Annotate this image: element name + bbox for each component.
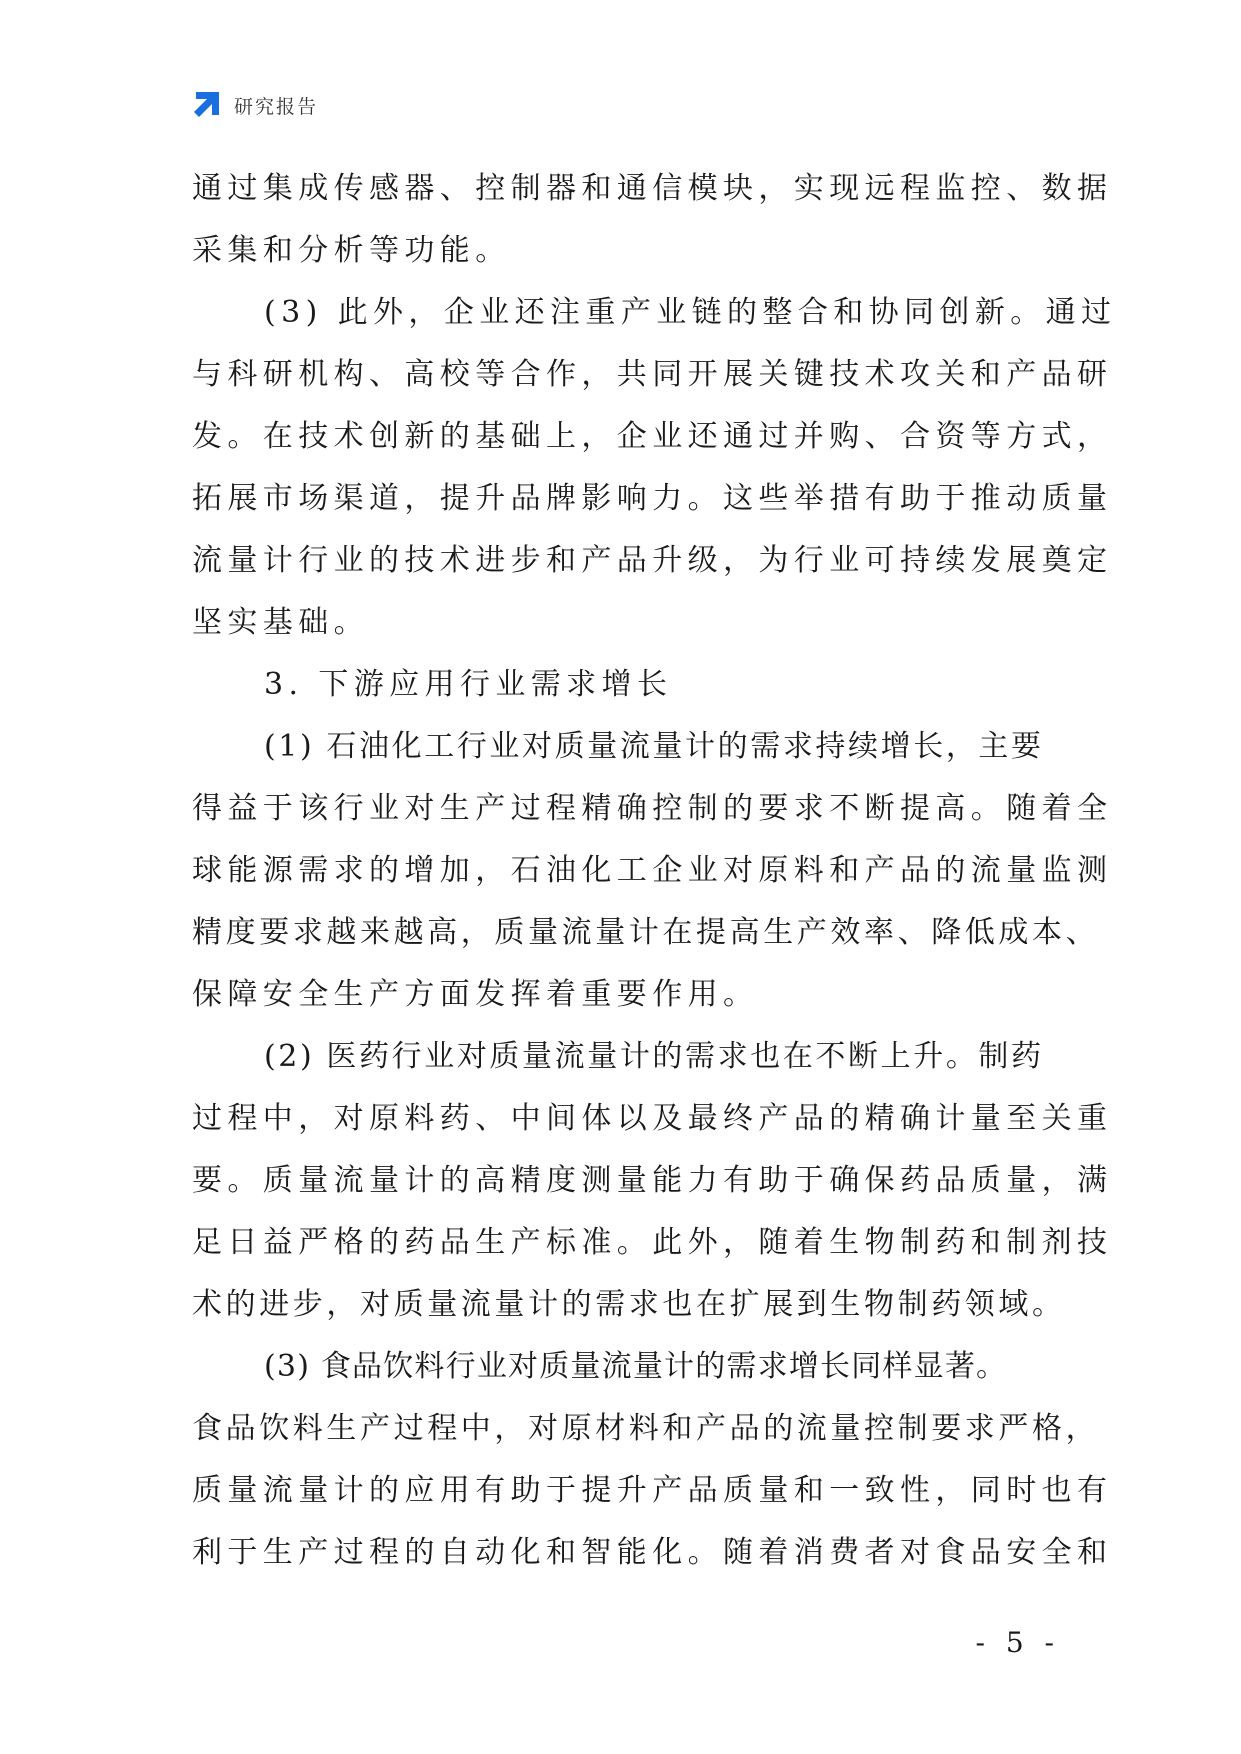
body-line: (1) 石油化工行业对质量流量计的需求持续增长，主要 xyxy=(264,729,1044,764)
body-line: 过程中，对原料药、中间体以及最终产品的精确计量至关重 xyxy=(192,1101,1113,1136)
body-line: 拓展市场渠道，提升品牌影响力。这些举措有助于推动质量 xyxy=(192,481,1113,516)
body-line: 球能源需求的增加，石油化工企业对原料和产品的流量监测 xyxy=(192,853,1113,888)
body-line: (3) 食品饮料行业对质量流量计的需求增长同样显著。 xyxy=(264,1349,1008,1384)
body-line: 精度要求越来越高，质量流量计在提高生产效率、降低成本、 xyxy=(192,915,1100,950)
body-line: 食品饮料生产过程中，对原材料和产品的流量控制要求严格， xyxy=(192,1411,1100,1446)
report-header xyxy=(190,88,318,122)
body-line: 采集和分析等功能。 xyxy=(192,233,511,268)
body-line: 质量流量计的应用有助于提升产品质量和一致性，同时也有 xyxy=(192,1473,1113,1508)
body-line: 利于生产过程的自动化和智能化。随着消费者对食品安全和 xyxy=(192,1535,1113,1570)
body-line: 术的进步，对质量流量计的需求也在扩展到生物制药领域。 xyxy=(192,1287,1066,1322)
header-title: 研究报告 xyxy=(234,95,319,118)
body-line: 发。在技术创新的基础上，企业还通过并购、合资等方式， xyxy=(192,419,1113,454)
body-line: 足日益严格的药品生产标准。此外，随着生物制药和制剂技 xyxy=(192,1225,1113,1260)
body-line: (3) 此外，企业还注重产业链的整合和协同创新。通过 xyxy=(264,295,1117,330)
body-line: 坚实基础。 xyxy=(192,605,369,640)
body-line: 保障安全生产方面发挥着重要作用。 xyxy=(192,977,759,1012)
section-heading: 3. 下游应用行业需求增长 xyxy=(264,667,673,702)
arrow-up-right-logo-icon xyxy=(190,89,222,121)
body-line: 与科研机构、高校等合作，共同开展关键技术攻关和产品研 xyxy=(192,357,1113,392)
page-number: - 5 - xyxy=(975,1626,1060,1659)
body-line: 通过集成传感器、控制器和通信模块，实现远程监控、数据 xyxy=(192,171,1113,206)
body-line: (2) 医药行业对质量流量计的需求也在不断上升。制药 xyxy=(264,1039,1044,1074)
document-body xyxy=(192,158,1117,1584)
body-line: 流量计行业的技术进步和产品升级，为行业可持续发展奠定 xyxy=(192,543,1113,578)
body-line: 得益于该行业对生产过程精确控制的要求不断提高。随着全 xyxy=(192,791,1113,826)
body-line: 要。质量流量计的高精度测量能力有助于确保药品质量，满 xyxy=(192,1163,1113,1198)
